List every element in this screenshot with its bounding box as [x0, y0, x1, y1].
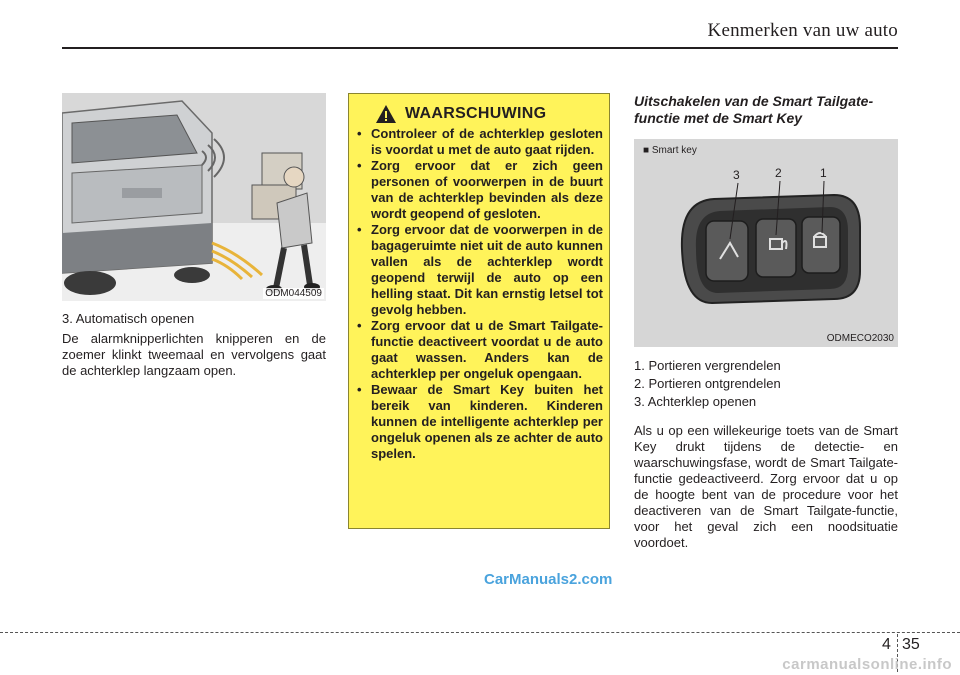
smart-key-figure	[634, 139, 898, 347]
page-number: 35	[902, 636, 920, 653]
warning-title: WAARSCHUWING	[405, 105, 547, 122]
warning-item: • Zorg ervoor dat er zich geen personen of voorwerpen in de buurt van de achterklep bevinden als deze wordt geopend of gesloten.	[357, 158, 603, 221]
list-item: 1. Portieren vergrendelen	[634, 358, 781, 373]
callout-2: 2	[775, 166, 782, 180]
deactivation-paragraph: Als u op een willekeurige toets van de Smart Key drukt tijdens de detectie- en waarschuwingsfase, wordt de Smart Tailgate-functie gedeactiveerd. Zorg ervoor dat u op de hoogte bent van de procedure voor het deactiveren van de Smart Tailgate-functie, voor het geval zich een noodsituatie voordoet.	[634, 423, 898, 550]
section-subheading: Uitschakelen van de Smart Tailgate-functie met de Smart Key	[634, 93, 874, 126]
tailgate-illustration	[62, 93, 326, 301]
step-description: De alarmknipperlichten knipperen en de zoemer klinkt tweemaal en vervolgens gaat de achterklep langzaam open.	[62, 331, 326, 378]
chapter-title: Kenmerken van uw auto	[707, 20, 898, 41]
step-label: 3. Automatisch openen	[62, 311, 195, 326]
car-and-person-illustration	[62, 93, 326, 301]
figure-code: ODMECO2030	[826, 333, 894, 344]
warning-item: • Bewaar de Smart Key buiten het bereik van kinderen. Kinderen kunnen de intelligente achterklep per ongeluk openen als ze achter de auto spelen.	[357, 382, 603, 461]
callout-1: 1	[820, 166, 827, 180]
warning-box	[348, 93, 610, 529]
callout-3: 3	[733, 168, 740, 182]
list-item: 2. Portieren ontgrendelen	[634, 376, 781, 391]
watermark-link[interactable]: CarManuals2.com	[484, 571, 613, 588]
warning-item: • Controleer of de achterklep gesloten is voordat u met de auto gaat rijden.	[357, 126, 603, 157]
warning-list	[357, 126, 603, 462]
figure-code: ODM044509	[265, 288, 322, 299]
left-column	[62, 93, 326, 379]
warning-triangle-icon	[375, 104, 397, 124]
header-rule	[62, 47, 898, 49]
right-column	[634, 93, 898, 551]
smart-key-illustration	[634, 139, 898, 347]
figure-label: ■ Smart key	[643, 145, 697, 156]
button-list	[634, 357, 898, 411]
chapter-number: 4	[882, 636, 891, 653]
warning-header	[375, 104, 603, 124]
site-watermark: carmanualsonline.info	[782, 656, 952, 673]
warning-item: • Zorg ervoor dat de voorwerpen in de bagageruimte niet uit de auto kunnen vallen als de achterklep wordt geopend terwijl de auto op een helling staat. Dit kan ernstig letsel tot gevolg hebben.	[357, 222, 603, 317]
list-item: 3. Achterklep openen	[634, 394, 757, 409]
warning-item: • Zorg ervoor dat u de Smart Tailgate-functie deactiveert voordat u de auto gaat wassen. Anders kan de achterklep per ongeluk opengaan.	[357, 318, 603, 381]
footer-rule	[0, 632, 960, 633]
